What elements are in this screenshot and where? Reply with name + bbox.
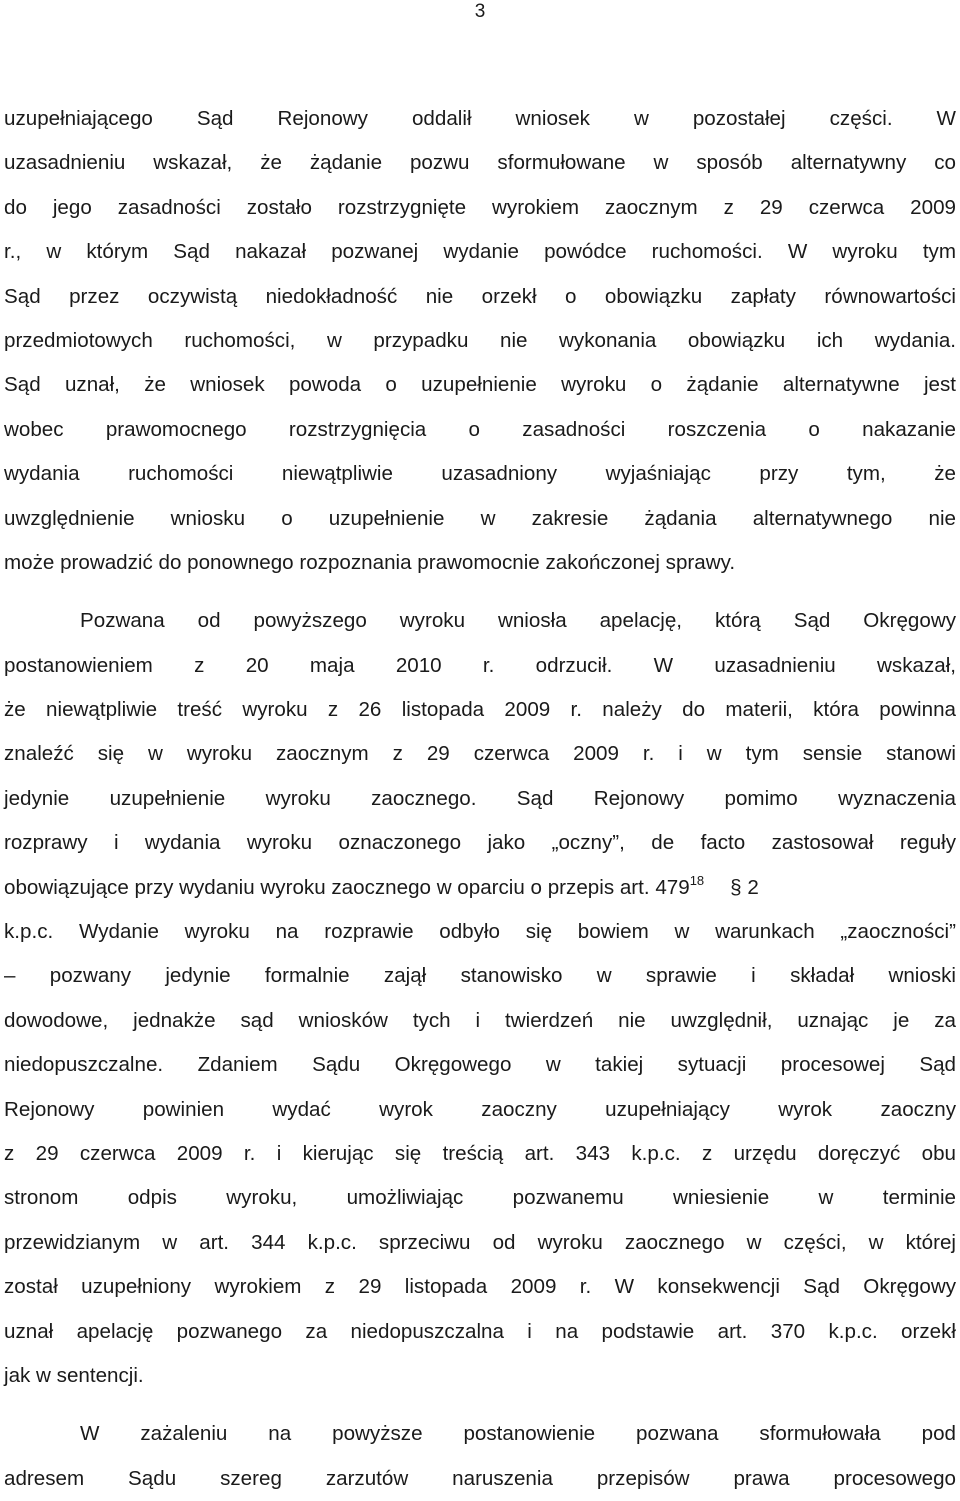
text-line: jedynie uzupełnienie wyroku zaocznego. Sąd Rejonowy pomimo wyznaczenia: [4, 786, 956, 810]
superscript: 18: [689, 872, 705, 888]
text-line: że niewątpliwie treść wyroku z 26 listopada 2009 r. należy do materii, która powinna: [4, 698, 956, 722]
text-line: k.p.c. Wydanie wyroku na rozprawie odbyło się bowiem w warunkach „zaoczności”: [4, 920, 956, 944]
section-symbol: §: [730, 875, 748, 899]
text-line: r., w którym Sąd nakazał pozwanej wydanie powódce ruchomości. W wyroku tym: [4, 240, 956, 264]
text-line: przedmiotowych ruchomości, w przypadku nie wykonania obowiązku ich wydania.: [4, 328, 956, 352]
text-line: W zażaleniu na powyższe postanowienie pozwana sformułowała pod: [80, 1422, 956, 1446]
text-line: do jego zasadności zostało rozstrzygnięte wyrokiem zaocznym z 29 czerwca 2009: [4, 195, 956, 219]
text-line: niedopuszczalne. Zdaniem Sądu Okręgowego w takiej sytuacji procesowej Sąd: [4, 1053, 956, 1077]
paragraph: [4, 599, 956, 1398]
text-line: uwzględnienie wniosku o uzupełnienie w zakresie żądania alternatywnego nie: [4, 506, 956, 530]
document-body: [4, 97, 956, 1501]
text-line: stronom odpis wyroku, umożliwiając pozwanemu wniesienie w terminie: [4, 1186, 956, 1210]
text-line: jak w sentencji.: [4, 1363, 144, 1387]
text-line: adresem Sądu szereg zarzutów naruszenia przepisów prawa procesowego: [4, 1466, 956, 1490]
text-segment: 2: [747, 875, 759, 899]
text-line: – pozwany jedynie formalnie zajął stanowisko w sprawie i składał wnioski: [4, 964, 956, 988]
text-line: uznał apelację pozwanego za niedopuszczalna i na podstawie art. 370 k.p.c. orzekł: [4, 1319, 956, 1343]
text-line: został uzupełniony wyrokiem z 29 listopada 2009 r. W konsekwencji Sąd Okręgowy: [4, 1275, 956, 1299]
text-line: uzupełniającego Sąd Rejonowy oddalił wniosek w pozostałej części. W: [4, 107, 956, 130]
text-line: przewidzianym w art. 344 k.p.c. sprzeciwu od wyroku zaocznego w części, w której: [4, 1230, 956, 1254]
text-line: wydania ruchomości niewątpliwie uzasadniony wyjaśniając przy tym, że: [4, 462, 956, 486]
text-line: z 29 czerwca 2009 r. i kierując się treścią art. 343 k.p.c. z urzędu doręczyć obu: [4, 1141, 956, 1165]
text-line: rozprawy i wydania wyroku oznaczonego jako „oczny”, de facto zastosował reguły: [4, 831, 956, 855]
text-line-with-superscript: [4, 866, 956, 910]
text-line: Sąd przez oczywistą niedokładność nie orzekł o obowiązku zapłaty równowartości: [4, 284, 956, 308]
text-line: Sąd uznał, że wniosek powoda o uzupełnienie wyroku o żądanie alternatywne jest: [4, 373, 956, 397]
text-line: Pozwana od powyższego wyroku wniosła apelację, którą Sąd Okręgowy: [80, 609, 956, 633]
text-line: znaleźć się w wyroku zaocznym z 29 czerwca 2009 r. i w tym sensie stanowi: [4, 742, 956, 766]
text-line: uzasadnieniu wskazał, że żądanie pozwu sformułowane w sposób alternatywny co: [4, 151, 956, 175]
text-line: dowodowe, jednakże sąd wniosków tych i twierdzeń nie uwzględnił, uznając je za: [4, 1008, 956, 1032]
paragraph: [4, 97, 956, 585]
text-line: postanowieniem z 20 maja 2010 r. odrzucił. W uzasadnieniu wskazał,: [4, 653, 956, 677]
page-number: 3: [474, 1, 486, 22]
text-segment: obowiązujące przy wydaniu wyroku zaocznego w oparciu o przepis art. 479: [4, 875, 690, 899]
paragraph: [4, 1412, 956, 1501]
text-line: może prowadzić do ponownego rozpoznania prawomocnie zakończonej sprawy.: [4, 550, 736, 574]
text-line: wobec prawomocnego rozstrzygnięcia o zasadności roszczenia o nakazanie: [4, 417, 956, 441]
text-line: Rejonowy powinien wydać wyrok zaoczny uzupełniający wyrok zaoczny: [4, 1097, 956, 1121]
